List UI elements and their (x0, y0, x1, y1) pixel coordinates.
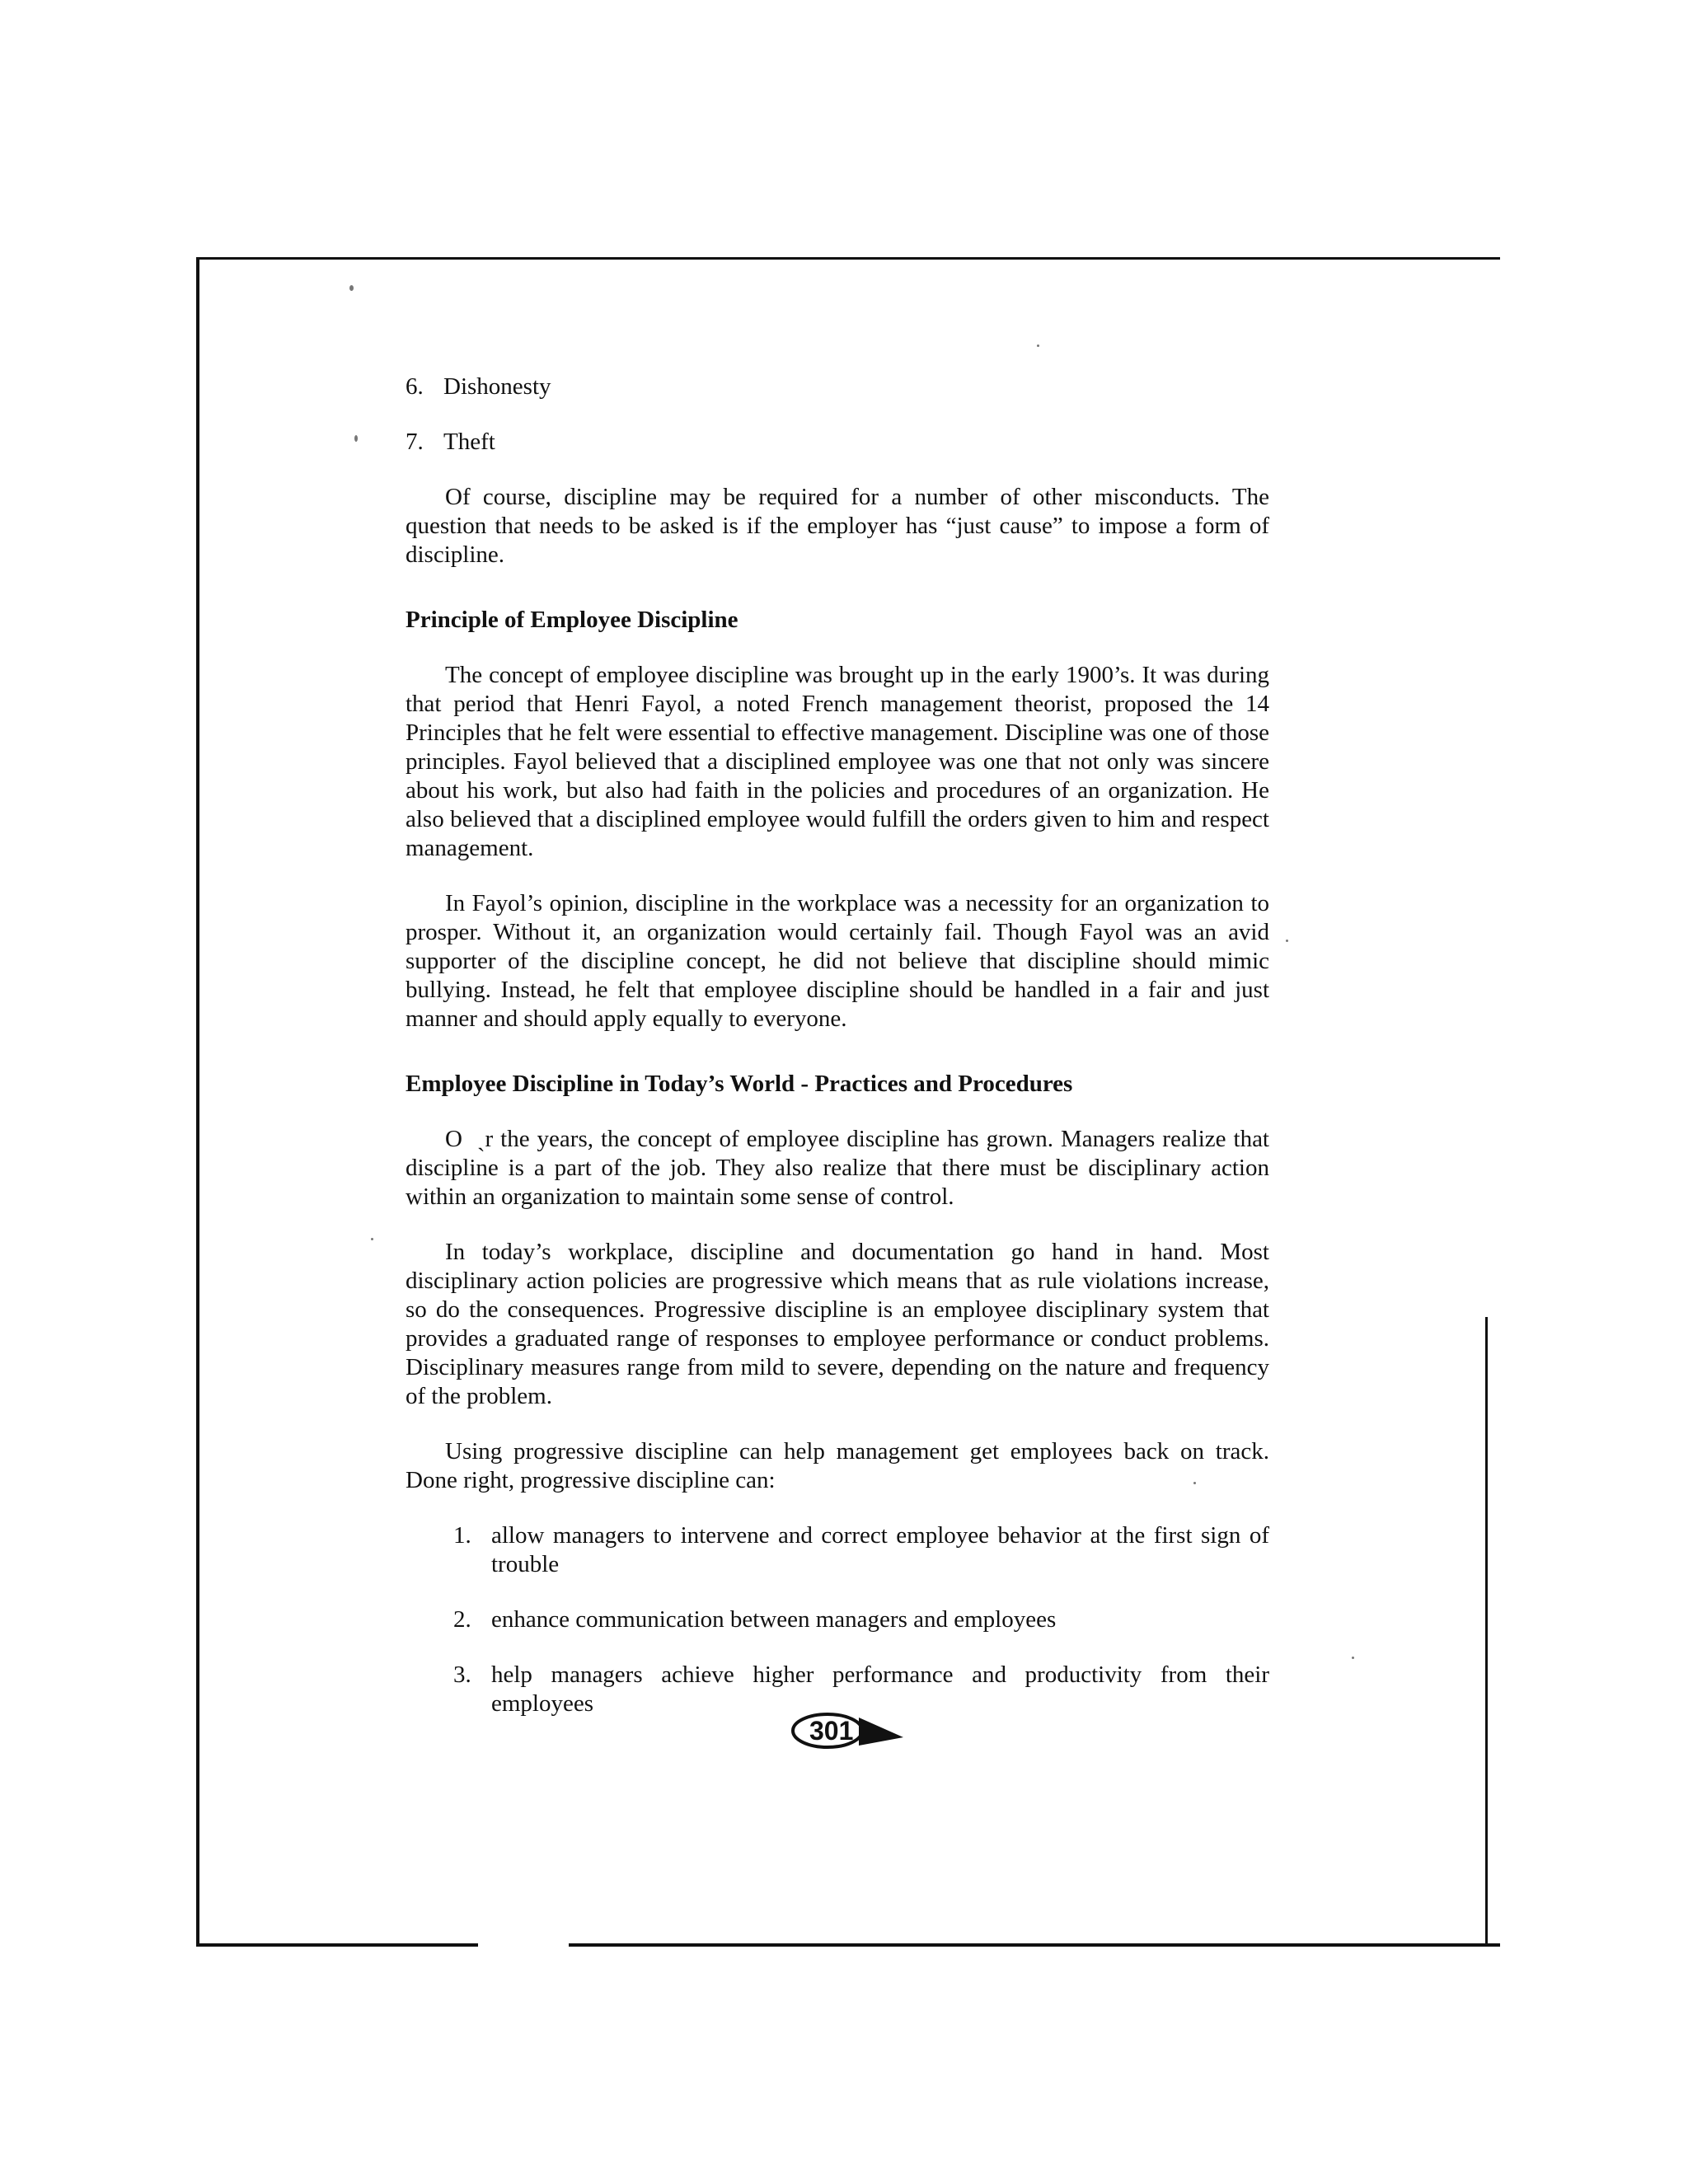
list-item (453, 1605, 1269, 1634)
list-item-text: Dishonesty (443, 373, 551, 400)
list-item-number: 7. (406, 429, 424, 455)
page-frame-bottom-gap (478, 1938, 569, 1950)
intro-paragraph: Of course, discipline may be required for a number of other misconducts. The question that needs to be asked is if the employer has “just cause” to impose a form of discipline. (406, 484, 1269, 568)
paragraph: Using progressive discipline can help management get employees back on track. Done right, progressive discipline can: (406, 1438, 1269, 1493)
list-item-number: 6. (406, 373, 424, 400)
list-item (406, 373, 1269, 401)
list-item-text: allow managers to intervene and correct employee behavior at the first sign of trouble (491, 1522, 1269, 1577)
top-list (406, 373, 1269, 457)
page-number: 301 (809, 1716, 854, 1746)
scan-speck (1352, 1657, 1354, 1659)
list-item-number: 1. (453, 1522, 471, 1549)
scan-speck (1037, 344, 1039, 347)
progressive-discipline-list (453, 1521, 1269, 1718)
scan-speck (371, 1238, 373, 1240)
page-frame-left-border (196, 257, 199, 1945)
paragraph: O ˎr the years, the concept of employee discipline has grown. Managers realize that discipline is a part of the job. They also realize that there must be disciplinary action within an organization to maintain some sense of control. (406, 1126, 1269, 1210)
list-item-text: enhance communication between managers and employees (491, 1606, 1057, 1633)
page-frame-top-border (196, 257, 1500, 260)
scan-speck (1286, 940, 1288, 942)
page-frame-bottom-border (196, 1943, 1500, 1947)
list-item-text: help managers achieve higher performance and productivity from their employees (491, 1661, 1269, 1717)
list-item-number: 3. (453, 1661, 471, 1688)
list-item (406, 428, 1269, 457)
list-item-number: 2. (453, 1606, 471, 1633)
paragraph: The concept of employee discipline was brought up in the early 1900’s. It was during that period that Henri Fayol, a noted French management theorist, proposed the 14 Principles that he felt were essential to effective management. Discipline was one of those principles. Fayol believed that a disciplined employee was one that not only was sincere about his work, but also had faith in the policies and procedures of an organization. He also believed that a disciplined employee would fulfill the orders given to him and respect management. (406, 662, 1269, 861)
page-number-badge (790, 1709, 905, 1752)
scan-speck (354, 435, 358, 442)
paragraph: In today’s workplace, discipline and documentation go hand in hand. Most disciplinary action policies are progressive which means that as rule violations increase, so do the consequences. Progressive discipline is an employee disciplinary system that provides a graduated range of responses to employee performance or conduct problems. Disciplinary measures range from mild to severe, depending on the nature and frequency of the problem. (406, 1239, 1269, 1409)
list-item-text: Theft (443, 429, 495, 455)
section-heading-todays-world: Employee Discipline in Today’s World - Practices and Procedures (406, 1071, 1073, 1097)
scan-speck (349, 285, 354, 291)
list-item (453, 1521, 1269, 1579)
document-body (406, 373, 1269, 1718)
paragraph: In Fayol’s opinion, discipline in the workplace was a necessity for an organization to prosper. Without it, an organization would certainly fail. Though Fayol was an avid supporter of the discipline concept, he did not believe that discipline should mimic bullying. Instead, he felt that employee discipline should be handled in a fair and just manner and should apply equally to everyone. (406, 890, 1269, 1032)
section-heading-principle: Principle of Employee Discipline (406, 607, 738, 633)
page-frame-right-border (1485, 1317, 1488, 1945)
